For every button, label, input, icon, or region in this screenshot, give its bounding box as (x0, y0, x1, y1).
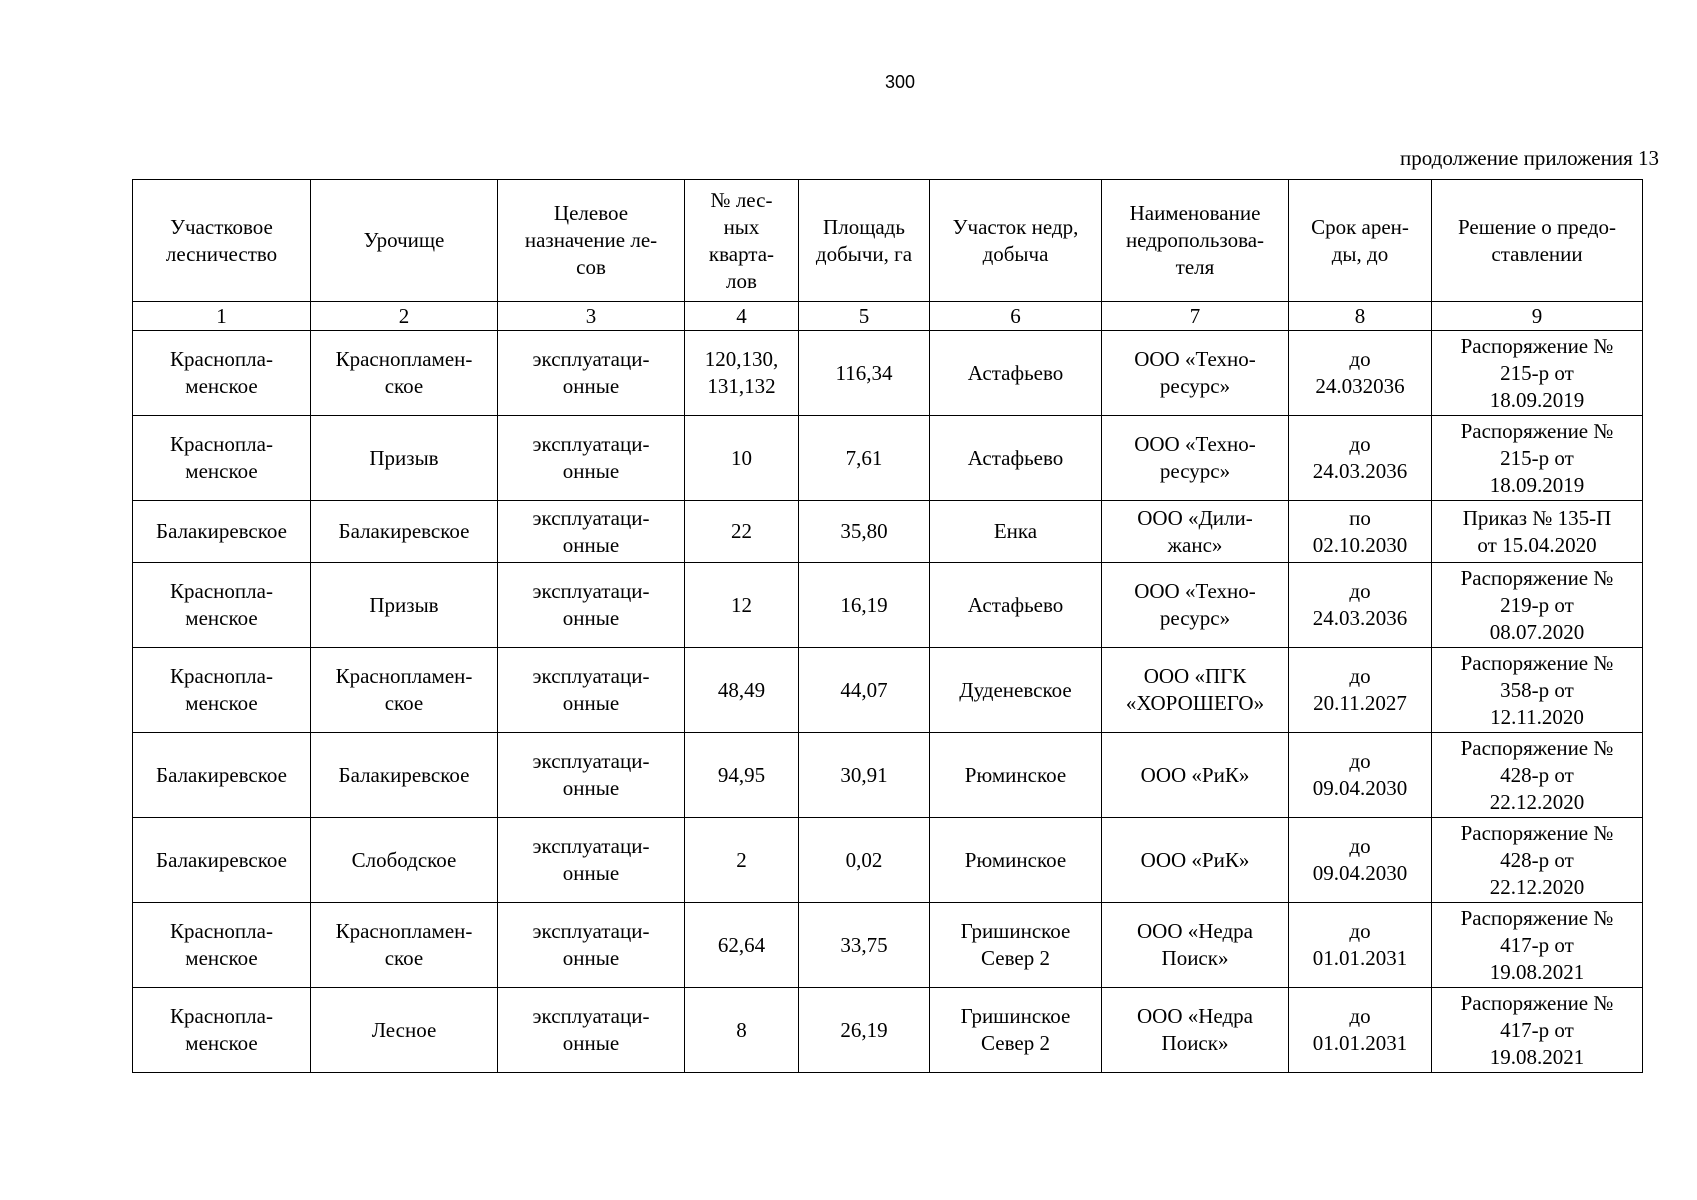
cell-text: Енка (993, 519, 1038, 543)
table-cell (311, 733, 498, 818)
cell-text: Краснопламен- ское (335, 919, 473, 970)
cell-text: до 24.03.2036 (1312, 432, 1408, 483)
table-cell (498, 733, 685, 818)
cell-text: Краснопла- менское (170, 579, 273, 630)
cell-text: 10 (731, 445, 752, 470)
page-number: 300 (884, 72, 916, 92)
table-cell (1432, 733, 1643, 818)
cell-text: Лесное (371, 1017, 437, 1042)
cell-text: до 09.04.2030 (1312, 749, 1408, 800)
cell-text: Балакиревское (338, 762, 470, 787)
table-cell (1432, 416, 1643, 501)
table-cell (799, 416, 930, 501)
table-cell (930, 988, 1102, 1073)
cell-text: Астафьево (967, 445, 1064, 470)
cell-text: Балакиревское (156, 519, 287, 543)
table-cell (133, 416, 311, 501)
cell-text: Распоряжение № 215-р от 18.09.2019 (1460, 418, 1614, 497)
cell-text: Краснопла- менское (170, 1004, 273, 1055)
table-cell (498, 416, 685, 501)
table-cell (311, 331, 498, 416)
cell-text: ООО «Дили- жанс» (1137, 505, 1253, 557)
cell-text: Балакиревское (156, 762, 287, 787)
table-cell (311, 988, 498, 1073)
column-number: 6 (930, 302, 1102, 331)
cell-text: 120,130, 131,132 (704, 347, 779, 398)
table-cell (311, 563, 498, 648)
column-number: 8 (1289, 302, 1432, 331)
table-cell (685, 818, 799, 903)
header-cell: Срок арен- ды, до (1289, 180, 1432, 302)
continuation-note: продолжение приложения 13 (1400, 146, 1659, 170)
table-cell (685, 648, 799, 733)
cell-text: Астафьево (967, 360, 1064, 385)
cell-text: по 02.10.2030 (1312, 505, 1408, 557)
table-row (133, 563, 1643, 648)
column-number: 1 (133, 302, 311, 331)
table-cell (930, 416, 1102, 501)
table-cell (685, 416, 799, 501)
table-cell (1102, 988, 1289, 1073)
table-cell (1289, 818, 1432, 903)
cell-text: Рюминское (964, 847, 1067, 872)
header-cell: Решение о предо- ставлении (1432, 180, 1643, 302)
cell-text: 48,49 (717, 677, 766, 702)
table-cell (1102, 563, 1289, 648)
column-number: 9 (1432, 302, 1643, 331)
cell-text: эксплуатаци- онные (532, 919, 650, 970)
cell-text: 30,91 (840, 762, 888, 787)
table-cell (1289, 988, 1432, 1073)
cell-text: Краснопла- менское (170, 347, 273, 398)
table-cell (799, 733, 930, 818)
table-cell (685, 331, 799, 416)
table-cell (133, 988, 311, 1073)
cell-text: Краснопла- менское (170, 919, 273, 970)
cell-text: 94,95 (717, 762, 766, 787)
table-row (133, 331, 1643, 416)
cell-text: ООО «ПГК «ХОРОШЕГО» (1125, 664, 1265, 715)
cell-text: до 01.01.2031 (1312, 919, 1408, 970)
cell-text: Краснопла- менское (170, 432, 273, 483)
table-cell (498, 818, 685, 903)
table-cell (1102, 733, 1289, 818)
table-cell (799, 903, 930, 988)
table-cell (1432, 563, 1643, 648)
table-cell (133, 733, 311, 818)
header-cell: Участок недр, добыча (930, 180, 1102, 302)
cell-text: Краснопламен- ское (335, 664, 473, 715)
header-cell: Целевое назначение ле- сов (498, 180, 685, 302)
table-cell (133, 331, 311, 416)
header-cell: Площадь добычи, га (799, 180, 930, 302)
table-cell (1432, 648, 1643, 733)
cell-text: ООО «РиК» (1140, 762, 1250, 787)
cell-text: ООО «Недра Поиск» (1137, 919, 1253, 970)
table-cell (1102, 501, 1289, 563)
cell-text: Гришинское Север 2 (960, 919, 1071, 970)
table-row (133, 903, 1643, 988)
column-number: 5 (799, 302, 930, 331)
cell-text: Распоряжение № 215-р от 18.09.2019 (1460, 333, 1614, 412)
table-cell (498, 331, 685, 416)
cell-text: Балакиревское (338, 519, 470, 543)
table-cell (1289, 648, 1432, 733)
table-cell (799, 331, 930, 416)
table-cell (930, 818, 1102, 903)
cell-text: 2 (736, 847, 747, 872)
table-cell (930, 501, 1102, 563)
table-cell (685, 501, 799, 563)
cell-text: Гришинское Север 2 (960, 1004, 1071, 1055)
column-number: 3 (498, 302, 685, 331)
cell-text: Распоряжение № 219-р от 08.07.2020 (1460, 565, 1614, 644)
cell-text: 22 (731, 519, 752, 543)
table-cell (799, 563, 930, 648)
cell-text: ООО «Техно- ресурс» (1134, 432, 1256, 483)
cell-text: 7,61 (845, 445, 883, 470)
table-cell (1289, 416, 1432, 501)
cell-text: Распоряжение № 428-р от 22.12.2020 (1460, 735, 1614, 814)
table-cell (311, 648, 498, 733)
table-cell (685, 903, 799, 988)
cell-text: 62,64 (717, 932, 766, 957)
table-cell (1432, 818, 1643, 903)
cell-text: Распоряжение № 417-р от 19.08.2021 (1460, 990, 1614, 1069)
table-cell (685, 733, 799, 818)
cell-text: Балакиревское (156, 847, 287, 872)
header-cell: Участковое лесничество (133, 180, 311, 302)
column-number: 7 (1102, 302, 1289, 331)
table-cell (498, 501, 685, 563)
table-cell (498, 903, 685, 988)
cell-text: 116,34 (835, 360, 893, 385)
cell-text: эксплуатаци- онные (532, 432, 650, 483)
cell-text: до 24.03.2036 (1312, 579, 1408, 630)
cell-text: ООО «Недра Поиск» (1137, 1004, 1253, 1055)
table-cell (685, 563, 799, 648)
header-row (133, 180, 1643, 302)
cell-text: Слободское (351, 847, 457, 872)
cell-text: эксплуатаци- онные (532, 1004, 650, 1055)
table-row (133, 988, 1643, 1073)
table-cell (1102, 903, 1289, 988)
cell-text: эксплуатаци- онные (532, 834, 650, 885)
cell-text: 8 (736, 1017, 747, 1042)
table-cell (1432, 331, 1643, 416)
cell-text: Призыв (369, 445, 439, 470)
table-cell (685, 988, 799, 1073)
table-cell (799, 501, 930, 563)
cell-text: 26,19 (840, 1017, 888, 1042)
table-cell (930, 648, 1102, 733)
table-cell (311, 818, 498, 903)
cell-text: Астафьево (967, 592, 1064, 617)
table-cell (930, 331, 1102, 416)
cell-text: 35,80 (840, 519, 888, 543)
cell-text: Распоряжение № 428-р от 22.12.2020 (1460, 820, 1614, 899)
cell-text: Призыв (369, 592, 439, 617)
table-cell (1102, 818, 1289, 903)
table-cell (1289, 331, 1432, 416)
table-cell (930, 733, 1102, 818)
cell-text: Краснопла- менское (170, 664, 273, 715)
table-row (133, 818, 1643, 903)
cell-text: ООО «РиК» (1140, 847, 1250, 872)
table-cell (1432, 988, 1643, 1073)
cell-text: 33,75 (840, 932, 888, 957)
table-cell (1102, 416, 1289, 501)
table-cell (1432, 903, 1643, 988)
table-cell (133, 648, 311, 733)
cell-text: до 24.032036 (1315, 347, 1405, 398)
cell-text: Распоряжение № 358-р от 12.11.2020 (1460, 650, 1614, 729)
table-cell (1289, 733, 1432, 818)
cell-text: до 09.04.2030 (1312, 834, 1408, 885)
column-number: 4 (685, 302, 799, 331)
table-cell (799, 988, 930, 1073)
cell-text: Распоряжение № 417-р от 19.08.2021 (1460, 905, 1614, 984)
cell-text: 12 (731, 592, 752, 617)
table-cell (930, 903, 1102, 988)
cell-text: Рюминское (964, 762, 1067, 787)
cell-text: 16,19 (840, 592, 888, 617)
column-number: 2 (311, 302, 498, 331)
cell-text: эксплуатаци- онные (532, 505, 650, 557)
table-cell (1289, 903, 1432, 988)
cell-text: эксплуатаци- онные (532, 347, 650, 398)
table-cell (1289, 501, 1432, 563)
table-row (133, 733, 1643, 818)
table-cell (311, 416, 498, 501)
cell-text: эксплуатаци- онные (532, 664, 650, 715)
cell-text: 0,02 (845, 847, 883, 872)
table-cell (311, 903, 498, 988)
cell-text: эксплуатаци- онные (532, 579, 650, 630)
cell-text: Приказ № 135-П от 15.04.2020 (1462, 505, 1612, 557)
table-cell (1289, 563, 1432, 648)
table-cell (799, 648, 930, 733)
header-cell: Наименование недропользова- теля (1102, 180, 1289, 302)
table-cell (133, 501, 311, 563)
table-row (133, 648, 1643, 733)
table-cell (133, 818, 311, 903)
cell-text: Краснопламен- ское (335, 347, 473, 398)
table-cell (799, 818, 930, 903)
header-cell: № лес- ных кварта- лов (685, 180, 799, 302)
table-body (133, 331, 1643, 1073)
table-cell (498, 988, 685, 1073)
cell-text: ООО «Техно- ресурс» (1134, 347, 1256, 398)
column-number-row (133, 302, 1643, 331)
leases-table (132, 179, 1643, 1073)
cell-text: Дуденевское (959, 677, 1072, 702)
cell-text: ООО «Техно- ресурс» (1134, 579, 1256, 630)
table-row (133, 416, 1643, 501)
table-cell (1102, 648, 1289, 733)
table-cell (133, 563, 311, 648)
table-cell (1432, 501, 1643, 563)
table-row (133, 501, 1643, 563)
header-cell: Урочище (311, 180, 498, 302)
cell-text: 44,07 (840, 677, 888, 702)
table-cell (133, 903, 311, 988)
table-cell (311, 501, 498, 563)
cell-text: эксплуатаци- онные (532, 749, 650, 800)
table-cell (498, 648, 685, 733)
cell-text: до 01.01.2031 (1312, 1004, 1408, 1055)
cell-text: до 20.11.2027 (1313, 664, 1407, 715)
table-cell (498, 563, 685, 648)
table-cell (1102, 331, 1289, 416)
table-cell (930, 563, 1102, 648)
